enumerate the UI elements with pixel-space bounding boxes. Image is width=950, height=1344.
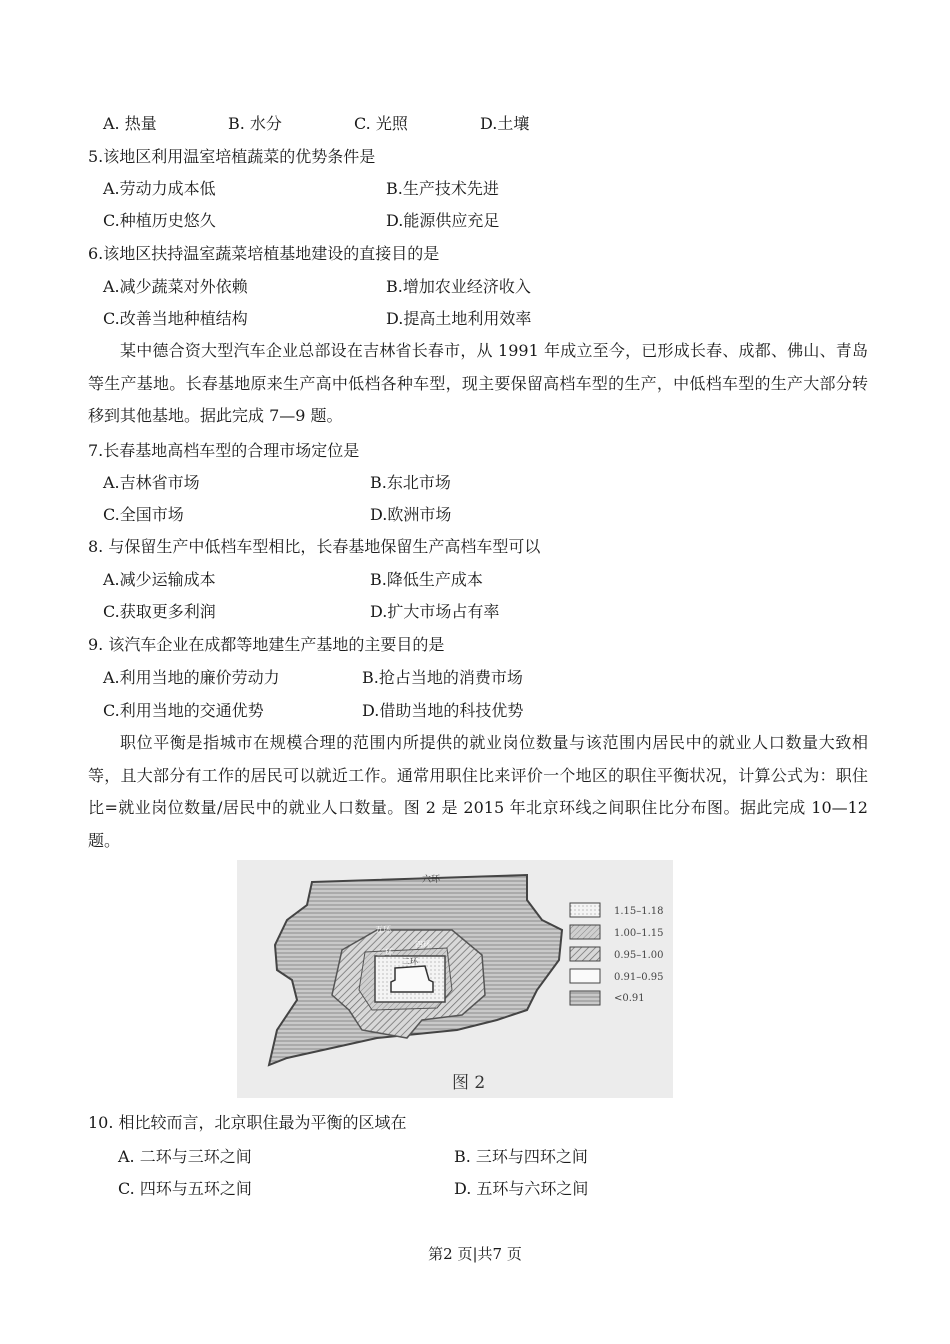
ring-label-3: 三环 xyxy=(377,948,393,957)
q6-option-c: C.改善当地种植结构 xyxy=(103,309,248,328)
q7-option-c: C.全国市场 xyxy=(103,505,184,524)
legend-label-4: 0.91–0.95 xyxy=(614,972,664,983)
legend-label-5: <0.91 xyxy=(614,993,645,1004)
q9-option-d: D.借助当地的科技优势 xyxy=(362,701,524,720)
q10-option-b: B. 三环与四环之间 xyxy=(454,1147,588,1166)
q10-option-a: A. 二环与三环之间 xyxy=(118,1147,252,1166)
q9-option-a: A.利用当地的廉价劳动力 xyxy=(103,668,280,687)
q5-option-b: B.生产技术先进 xyxy=(386,179,499,198)
ring-label-2: 二环 xyxy=(402,957,418,966)
legend-swatch-4 xyxy=(570,969,600,983)
page-footer: 第2 页|共7 页 xyxy=(428,1245,522,1263)
q8-stem: 8. 与保留生产中低档车型相比，长春基地保留生产高档车型可以 xyxy=(88,537,541,556)
q5-option-a: A.劳动力成本低 xyxy=(103,179,216,198)
figure-caption: 图 2 xyxy=(452,1073,486,1093)
q9-option-c: C.利用当地的交通优势 xyxy=(103,701,264,720)
legend-swatch-3 xyxy=(570,947,600,961)
ring-2-area xyxy=(391,966,433,992)
q5-option-d: D.能源供应充足 xyxy=(386,211,500,230)
legend-label-3: 0.95–1.00 xyxy=(614,950,664,961)
q9-option-b: B.抢占当地的消费市场 xyxy=(362,668,523,687)
map-graphic xyxy=(237,860,673,1098)
q10-option-c: C. 四环与五环之间 xyxy=(118,1179,252,1198)
legend-swatch-2 xyxy=(570,925,600,939)
q8-option-c: C.获取更多利润 xyxy=(103,602,216,621)
q8-option-d: D.扩大市场占有率 xyxy=(370,602,500,621)
ring-label-4: 四环 xyxy=(415,940,431,949)
q10-option-d: D. 五环与六环之间 xyxy=(454,1179,589,1198)
q7-option-b: B.东北市场 xyxy=(370,473,451,492)
legend-swatch-5 xyxy=(570,991,600,1005)
passage-job-housing: 职位平衡是指城市在规模合理的范围内所提供的就业岗位数量与该范围内居民中的就业人口数量大致相等，且大部分有工作的居民可以就近工作。通常用职住比来评价一个地区的职住平衡状况，计算公式为：职住比=就业岗位数量/居民中的就业人口数量。图 2 是 2015 年北京环线之间职住比分布图。据此完成 10—12 题。 xyxy=(88,733,868,850)
q10-stem: 10. 相比较而言，北京职住最为平衡的区域在 xyxy=(88,1113,407,1132)
q6-option-b: B.增加农业经济收入 xyxy=(386,277,531,296)
figure-beijing-ratio-map xyxy=(237,860,673,1098)
legend-label-1: 1.15–1.18 xyxy=(614,906,664,917)
q8-option-b: B.降低生产成本 xyxy=(370,570,483,589)
q9-stem: 9. 该汽车企业在成都等地建生产基地的主要目的是 xyxy=(88,635,445,654)
q5-option-c: C.种植历史悠久 xyxy=(103,211,216,230)
q8-option-a: A.减少运输成本 xyxy=(103,570,216,589)
legend xyxy=(570,903,664,1005)
q4-option-c: C. 光照 xyxy=(354,114,408,133)
q7-option-d: D.欧洲市场 xyxy=(370,505,452,524)
q4-option-b: B. 水分 xyxy=(228,114,282,133)
q4-option-d: D.土壤 xyxy=(480,114,530,133)
q7-option-a: A.吉林省市场 xyxy=(103,473,200,492)
legend-label-2: 1.00–1.15 xyxy=(614,928,664,939)
q6-option-a: A.减少蔬菜对外依赖 xyxy=(103,277,248,296)
ring-label-5: 五环 xyxy=(375,925,391,934)
q5-stem: 5.该地区利用温室培植蔬菜的优势条件是 xyxy=(88,147,376,166)
q4-option-a: A. 热量 xyxy=(103,114,157,133)
legend-swatch-1 xyxy=(570,903,600,917)
q6-option-d: D.提高土地利用效率 xyxy=(386,309,532,328)
q6-stem: 6.该地区扶持温室蔬菜培植基地建设的直接目的是 xyxy=(88,244,440,263)
ring-label-6: 六环 xyxy=(422,875,441,885)
passage-car-company: 某中德合资大型汽车企业总部设在吉林省长春市，从 1991 年成立至今，已形成长春、成都、佛山、青岛等生产基地。长春基地原来生产高中低档各种车型，现主要保留高档车型的生产，中低档车型的生产大部分转移到其他基地。据此完成 7—9 题。 xyxy=(88,341,868,425)
q7-stem: 7.长春基地高档车型的合理市场定位是 xyxy=(88,441,360,460)
